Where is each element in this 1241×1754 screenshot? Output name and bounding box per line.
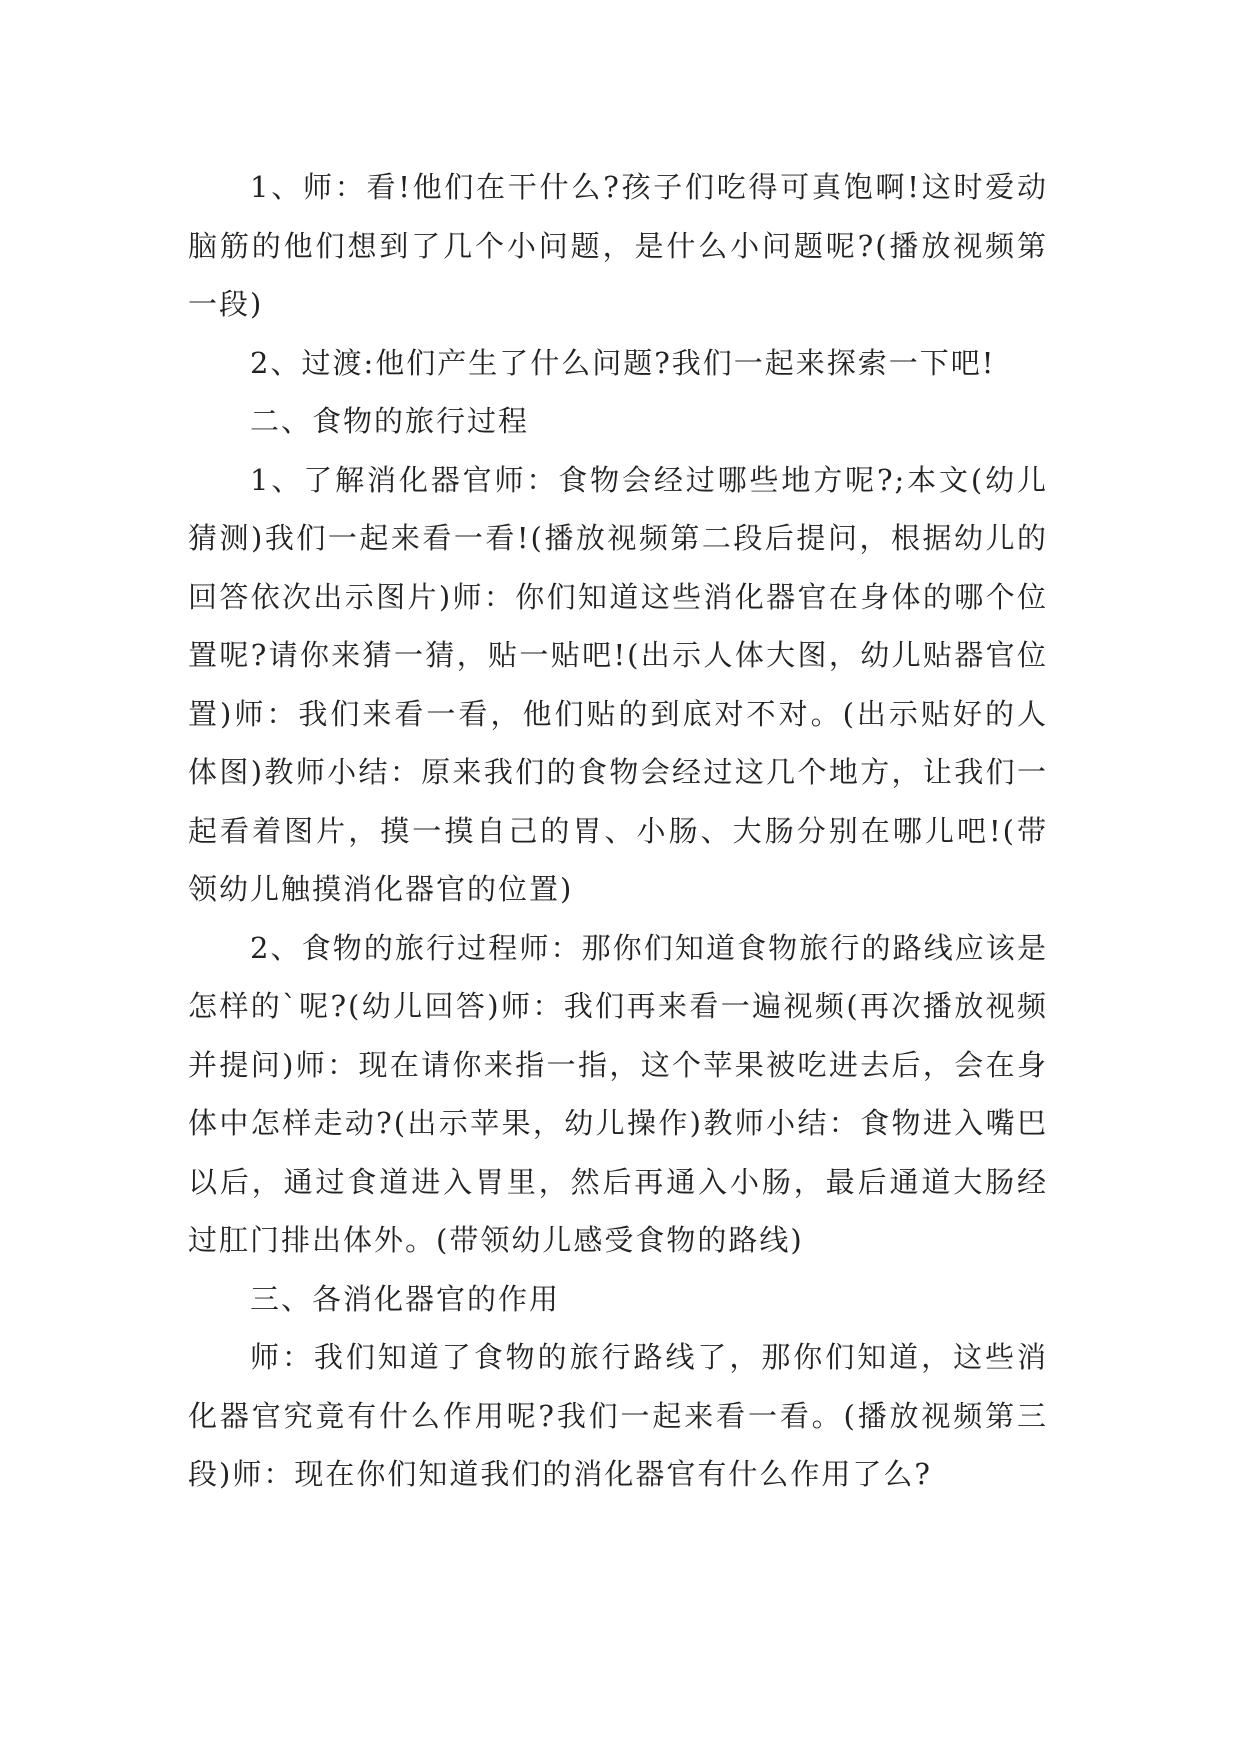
document-body [188, 158, 1048, 1504]
paragraph-transition: 2、过渡:他们产生了什么问题?我们一起来探索一下吧! [250, 345, 996, 380]
section-heading-organ-functions: 三、各消化器官的作用 [250, 1281, 561, 1316]
section-heading-food-journey: 二、食物的旅行过程 [250, 404, 530, 438]
paragraph-digestive-organs: 1、了解消化器官师：食物会经过哪些地方呢?;本文(幼儿猜测)我们一起来看一看!(播放视频第二段后提问，根据幼儿的回答依次出示图片)师：你们知道这些消化器官在身体的哪个位置呢?请你来猜一猜，贴一贴吧!(出示人体大图，幼儿贴器官位置)师：我们来看一看，他们贴的到底对不对。(出示贴好的人体图)教师小结：原来我们的食物会经过这几个地方，让我们一起看着图片，摸一摸自己的胃、小肠、大肠分别在哪儿吧!(带领幼儿触摸消化器官的位置) [188, 462, 1048, 906]
paragraph-organ-functions: 师：我们知道了食物的旅行路线了，那你们知道，这些消化器官究竟有什么作用呢?我们一起来看一看。(播放视频第三段)师：现在你们知道我们的消化器官有什么作用了么? [188, 1340, 1048, 1491]
paragraph-video-intro: 1、师：看!他们在干什么?孩子们吃得可真饱啊!这时爱动脑筋的他们想到了几个小问题，是什么小问题呢?(播放视频第一段) [188, 170, 1048, 321]
paragraph-food-route: 2、食物的旅行过程师：那你们知道食物旅行的路线应该是怎样的`呢?(幼儿回答)师：我们再来看一遍视频(再次播放视频并提问)师：现在请你来指一指，这个苹果被吃进去后，会在身体中怎样走动?(出示苹果，幼儿操作)教师小结：食物进入嘴巴以后，通过食道进入胃里，然后再通入小肠，最后通道大肠经过肛门排出体外。(带领幼儿感受食物的路线) [188, 930, 1048, 1257]
